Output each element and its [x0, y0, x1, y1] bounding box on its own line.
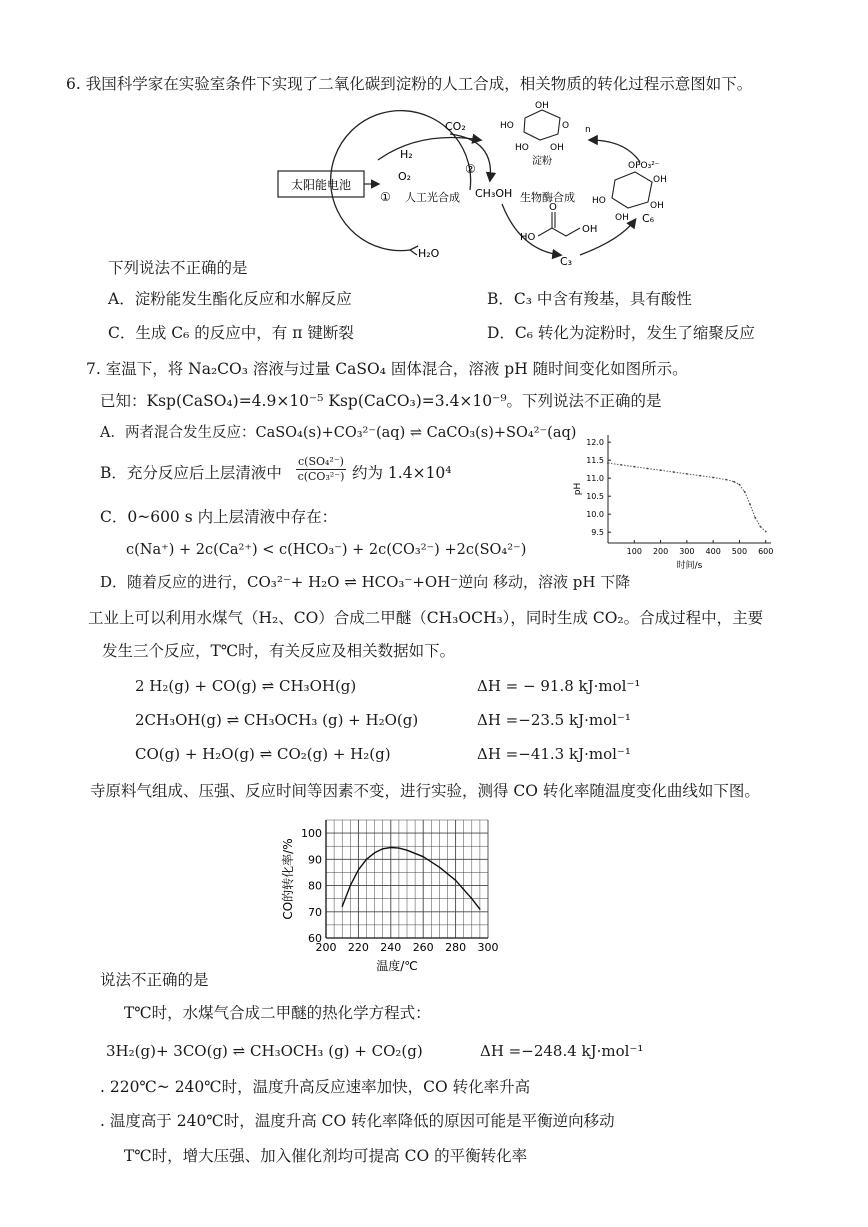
h2-label: H₂ — [400, 148, 413, 161]
starch-label: 淀粉 — [532, 156, 552, 167]
x-tick-label: 300 — [679, 547, 695, 556]
y-tick-label: 9.5 — [591, 528, 604, 538]
ph-curve-segment — [755, 518, 760, 527]
c6-oh2: OH — [615, 213, 629, 223]
starch-o: O — [562, 121, 570, 131]
ph-curve-segment — [674, 472, 687, 474]
co-point — [439, 867, 440, 868]
starch-n: n — [585, 125, 591, 135]
q8-stem-3: 寺原料气组成、压强、反应时间等因素不变，进行实验，测得 CO 转化率随温度变化曲线如下图。 — [90, 782, 760, 800]
starch-oh1: OH — [535, 101, 549, 111]
ph-curve-segment — [700, 476, 713, 478]
y-tick-label: 80 — [308, 879, 322, 893]
c6-opo3: OPO₃²⁻ — [628, 161, 660, 171]
y-tick-label: 70 — [308, 905, 322, 919]
ch3oh-label: CH₃OH — [475, 187, 513, 200]
fraction-denominator: c(CO₃²⁻) — [297, 470, 345, 483]
y-axis-label: CO的转化率/% — [281, 838, 295, 920]
x-tick-label: 100 — [626, 547, 642, 556]
ph-curve-segment — [661, 470, 674, 472]
reaction-3-dh: ΔH =−41.3 kJ·mol⁻¹ — [477, 745, 631, 763]
q7-option-d: D．随着反应的进行，CO₃²⁻+ H₂O ⇌ HCO₃⁻+OH⁻逆向 移动，溶液 pH 下降 — [100, 573, 631, 591]
co2-label: CO₂ — [445, 120, 466, 133]
co-point — [358, 869, 359, 870]
q8-option-d: T℃时，增大压强、加入催化剂均可提高 CO 的平衡转化率 — [124, 1147, 528, 1165]
c3-o: O — [549, 202, 557, 213]
q6-question: 下列说法不正确的是 — [108, 259, 248, 277]
co-point — [406, 850, 407, 851]
q6-option-b: B．C₃ 中含有羧基，具有酸性 — [487, 290, 692, 308]
reaction-2-eq: 2CH₃OH(g) ⇌ CH₃OCH₃ (g) + H₂O(g) — [135, 711, 419, 729]
q7-option-a: A．两者混合发生反应：CaSO₄(s)+CO₃²⁻(aq) ⇌ CaCO₃(s)+SO₄²⁻(aq) — [100, 425, 577, 441]
ph-curve-segment — [608, 463, 621, 465]
ph-curve-segment — [745, 492, 750, 504]
x-tick-label: 200 — [315, 941, 337, 954]
c6-oh1: OH — [653, 175, 667, 185]
y-tick-label: 10.5 — [586, 492, 604, 502]
co-point — [455, 880, 456, 881]
ph-curve-segment — [760, 527, 765, 532]
ph-curve-segment — [739, 485, 744, 492]
starch-ho2: HO — [515, 143, 529, 153]
c6-label: C₆ — [642, 212, 655, 225]
y-axis-label: pH — [573, 482, 583, 496]
co-point — [471, 898, 472, 899]
x-tick-label: 300 — [477, 941, 499, 954]
co-conversion-chart — [278, 808, 518, 978]
reaction-3-eq: CO(g) + H₂O(g) ⇌ CO₂(g) + H₂(g) — [135, 745, 391, 763]
y-tick-label: 11.0 — [586, 474, 604, 484]
q7-option-b-pre: B．充分反应后上层清液中 — [100, 464, 282, 482]
q8-option-a-eq: 3H₂(g)+ 3CO(g) ⇌ CH₃OCH₃ (g) + CO₂(g) — [106, 1042, 423, 1060]
q7-option-b-fraction — [296, 455, 346, 484]
c3-label: C₃ — [560, 255, 573, 268]
co-point — [398, 847, 399, 848]
co-point — [390, 847, 391, 848]
fraction-numerator: c(SO₄²⁻) — [298, 455, 344, 468]
starch-ring — [524, 110, 560, 140]
reaction-1-dh: ΔH = − 91.8 kJ·mol⁻¹ — [477, 677, 641, 695]
q8-option-b: . 220℃~ 240℃时，温度升高反应速率加快，CO 转化率升高 — [100, 1078, 531, 1096]
co-point — [374, 852, 375, 853]
c6-ring — [612, 172, 652, 208]
bio-label: 生物酶合成 — [520, 191, 575, 204]
q8-question: 说法不正确的是 — [100, 971, 209, 989]
x-tick-label: 240 — [380, 941, 402, 954]
co-point — [342, 906, 343, 907]
co-point — [423, 856, 424, 857]
h2o-label: H₂O — [418, 247, 440, 260]
q6-option-a: A．淀粉能发生酯化反应和水解反应 — [108, 290, 352, 308]
reaction-2-dh: ΔH =−23.5 kJ·mol⁻¹ — [477, 711, 631, 729]
ph-curve-segment — [750, 504, 755, 518]
c3-oh: OH — [582, 224, 598, 235]
q6-stem: 6. 我国科学家在实验室条件下实现了二氧化碳到淀粉的人工合成，相关物质的转化过程示意图如下。 — [66, 75, 753, 93]
q7-option-c-line1: C．0~600 s 内上层清液中存在： — [100, 508, 338, 526]
ph-curve-segment — [726, 480, 734, 482]
x-tick-label: 280 — [445, 941, 467, 954]
y-tick-label: 12.0 — [586, 438, 604, 448]
co-point — [479, 909, 480, 910]
starch-oh2: OH — [550, 143, 564, 153]
ph-time-chart — [566, 425, 786, 575]
ph-curve-segment — [687, 474, 700, 476]
co-conversion-curve — [342, 848, 480, 910]
y-tick-label: 100 — [301, 827, 322, 841]
q8-stem-2: 发生三个反应，T℃时，有关反应及相关数据如下。 — [102, 642, 456, 660]
ph-curve-segment — [713, 477, 726, 479]
c6-to-starch — [590, 140, 640, 162]
step1-label: ① — [380, 190, 391, 204]
x-tick-label: 260 — [412, 941, 434, 954]
x-tick-label: 220 — [347, 941, 369, 954]
y-tick-label: 11.5 — [586, 456, 604, 466]
starch-ho: HO — [500, 121, 514, 131]
cycle1-top — [378, 138, 480, 161]
step2-label: ② — [465, 162, 476, 176]
ph-curve-segment — [621, 465, 634, 467]
q7-stem: 7. 室温下，将 Na₂CO₃ 溶液与过量 CaSO₄ 固体混合，溶液 pH 随时间变化如图所示。 — [86, 360, 688, 378]
q7-option-b-post: 约为 1.4×10⁴ — [352, 464, 452, 482]
o2-label: O₂ — [398, 170, 412, 183]
x-tick-label: 600 — [758, 547, 774, 556]
c6-oh3: OH — [650, 201, 664, 211]
q8-option-c: . 温度高于 240℃时，温度升高 CO 转化率降低的原因可能是平衡逆向移动 — [100, 1112, 615, 1130]
reaction-1-eq: 2 H₂(g) + CO(g) ⇌ CH₃OH(g) — [135, 677, 357, 695]
c6-ho: HO — [592, 196, 606, 206]
q7-option-c-line2: c(Na⁺) + 2c(Ca²⁺) < c(HCO₃⁻) + 2c(CO₃²⁻) +2c(SO₄²⁻) — [126, 542, 527, 558]
q8-option-a-line1: T℃时，水煤气合成二甲醚的热化学方程式： — [124, 1004, 431, 1022]
c3-ho: HO — [520, 232, 536, 243]
solar-cell-label: 太阳能电池 — [290, 178, 352, 192]
q6-option-d: D．C₆ 转化为淀粉时，发生了缩聚反应 — [487, 324, 755, 342]
co-point — [366, 859, 367, 860]
x-tick-label: 500 — [731, 547, 748, 556]
ph-curve-segment — [647, 468, 660, 470]
y-tick-label: 60 — [308, 932, 322, 945]
co-point — [350, 885, 351, 886]
q8-option-a-dh: ΔH =−248.4 kJ·mol⁻¹ — [480, 1042, 644, 1060]
y-tick-label: 90 — [308, 853, 322, 867]
artificial-label: 人工光合成 — [405, 191, 460, 204]
x-axis-label: 温度/℃ — [376, 959, 418, 973]
x-tick-label: 400 — [705, 547, 721, 556]
q8-stem-1: 工业上可以利用水煤气（H₂、CO）合成二甲醚（CH₃OCH₃），同时生成 CO₂。合成过程中，主要 — [88, 609, 764, 627]
ph-curve-segment — [634, 467, 647, 469]
y-tick-label: 10.0 — [586, 510, 604, 520]
co-point — [382, 848, 383, 849]
q6-option-c: C．生成 C₆ 的反应中，有 π 键断裂 — [108, 324, 354, 342]
starch-synthesis-diagram — [270, 100, 690, 270]
x-tick-label: 200 — [652, 547, 669, 556]
x-axis-label: 时间/s — [676, 561, 703, 571]
q7-known: 已知：Ksp(CaSO₄)=4.9×10⁻⁵ Ksp(CaCO₃)=3.4×10⁻⁹。下列说法不正确的是 — [100, 392, 662, 410]
